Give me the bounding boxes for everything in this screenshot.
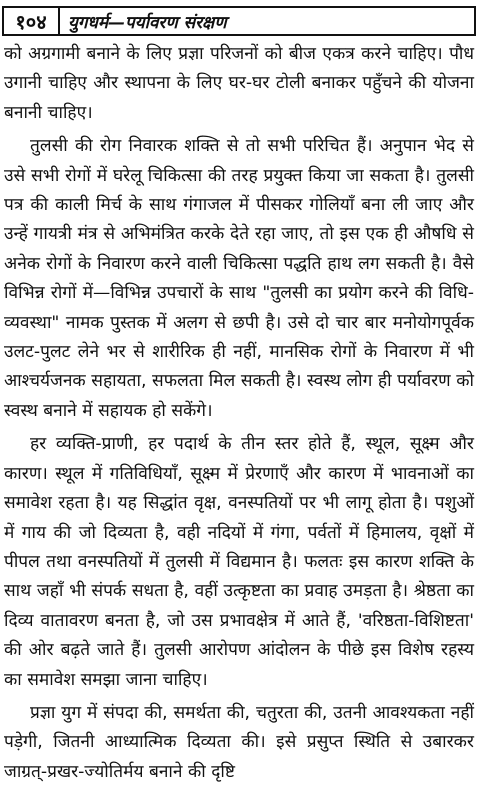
paragraph-continuation: को अग्रगामी बनाने के लिए प्रज्ञा परिजनों को बीज एकत्र करने चाहिए। पौध उगानी चाहिए और स्थापना के लिए घर-घर टोली बनाकर पहुँचने की योजना बनानी चाहिए।	[4, 44, 474, 123]
page-header	[2, 6, 476, 36]
paragraph-tulsi-healing: तुलसी की रोग निवारक शक्ति से तो सभी परिचित हैं। अनुपान भेद से उसे सभी रोगों में घरेलू चिकित्सा की तरह प्रयुक्त किया जा सकता है। तुलसी पत्र की काली मिर्च के साथ गंगाजल में पीसकर गोलियाँ बना ली जाए और उन्हें गायत्री मंत्र से अभिमंत्रित करके देते रहा जाए, तो इस एक ही औषधि से अनेक रोगों के निवारण करने वाली चिकित्सा पद्धति हाथ लग सकती है। वैसे विभिन्न रोगों में—विभिन्न उपचारों के साथ "तुलसी का प्रयोग करने की विधि-व्यवस्था" नामक पुस्तक में अलग से छपी है। उसे दो चार बार मनोयोगपूर्वक उलट-पुलट लेने भर से शारीरिक ही नहीं, मानसिक रोगों के निवारण में भी आश्चर्यजनक सहायता, सफलता मिल सकती है। स्वस्थ लोग ही पर्यावरण को स्वस्थ बनाने में सहायक हो सकेंगे।	[4, 136, 474, 421]
page-body	[4, 40, 474, 791]
page-number: १०४	[2, 6, 60, 36]
paragraph-three-levels: हर व्यक्ति-प्राणी, हर पदार्थ के तीन स्तर होते हैं, स्थूल, सूक्ष्म और कारण। स्थूल में गतिविधियाँ, सूक्ष्म में प्रेरणाएँ और कारण में भावनाओं का समावेश रहता है। यह सिद्धांत वृक्ष, वनस्पतियों पर भी लागू होता है। पशुओं में गाय की जो दिव्यता है, वही नदियों में गंगा, पर्वतों में हिमालय, वृक्षों में पीपल तथा वनस्पतियों में तुलसी में विद्यमान है। फलतः इस कारण शक्ति के साथ जहाँ भी संपर्क सधता है, वहीं उत्कृष्टता का प्रवाह उमड़ता है। श्रेष्ठता का दिव्य वातावरण बनता है, जो उस प्रभावक्षेत्र में आते हैं, 'वरिष्ठता-विशिष्टता' की ओर बढ़ते जाते हैं। तुलसी आरोपण आंदोलन के पीछे इस विशेष रहस्य का समावेश समझा जाना चाहिए।	[4, 434, 474, 690]
running-title: युगधर्म—पर्यावरण संरक्षण	[60, 6, 476, 36]
paragraph-pragya-yug: प्रज्ञा युग में संपदा की, समर्थता की, चतुरता की, उतनी आवश्यकता नहीं पड़ेगी, जितनी आध्यात्मिक दिव्यता की। इसे प्रसुप्त स्थिति से उबारकर जाग्रत्-प्रखर-ज्योतिर्मय बनाने की दृष्टि	[4, 702, 474, 782]
